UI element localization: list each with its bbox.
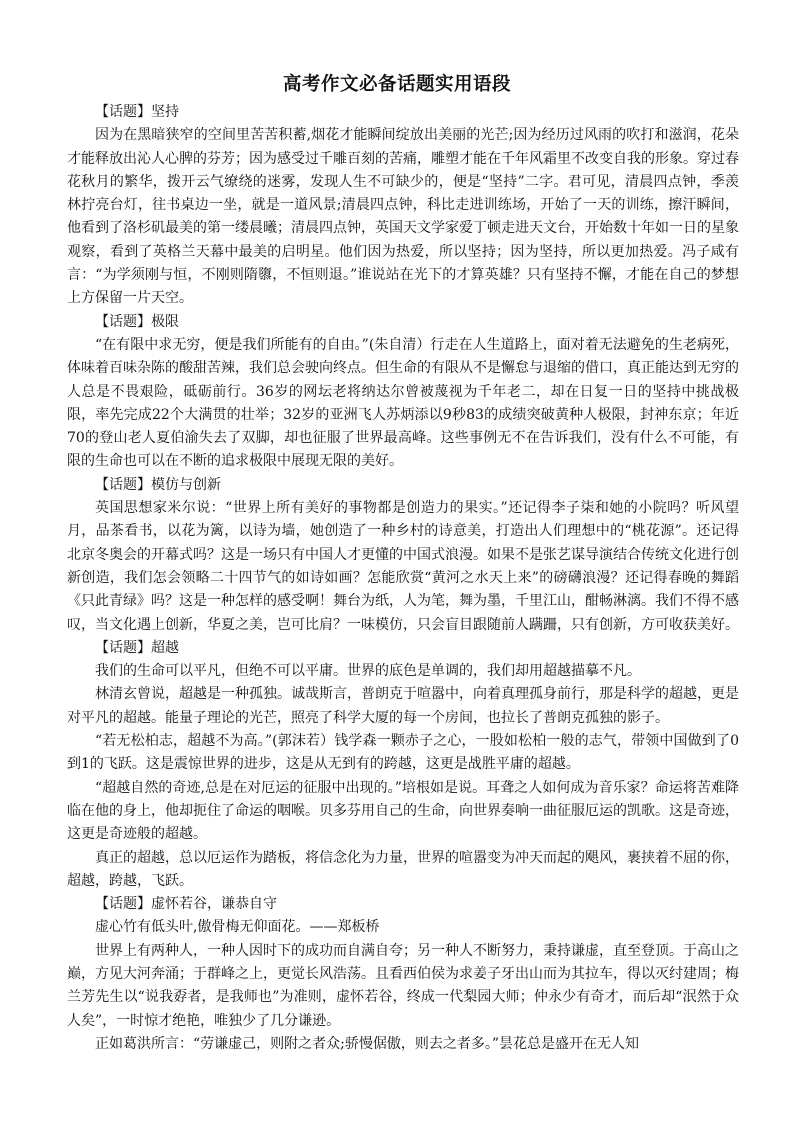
paragraph: 世界上有两种人，一种人因时下的成功而自满自夸；另一种人不断努力，秉持谦虚，直至登顶。于高山之巅，方见大河奔涌；于群峰之上，更觉长风浩荡。且看西伯侯为求姜子牙出山而为其拉车，得以灭纣建周；梅兰芳先生以“说我孬者，是我师也”为准则，虚怀若谷，终成一代梨园大师；仲永少有奇才，而后却“泯然于众人矣”，一时惊才绝艳，唯独少了几分谦逊。 [67, 942, 739, 1029]
paragraph: 我们的生命可以平凡，但绝不可以平庸。世界的底色是单调的，我们却用超越描摹不凡。 [95, 663, 641, 680]
paragraph: “超越自然的奇迹,总是在对厄运的征服中出现的。”培根如是说。耳聋之人如何成为音乐家？命运将苦难降临在他的身上，他却扼住了命运的咽喉。贝多芬用自己的生命，向世界奏响一曲征服厄运的凯歌。这是奇迹，这更是奇迹般的超越。 [67, 779, 739, 843]
topic-heading: 【话题】坚持 [95, 104, 179, 120]
topic-heading: 【话题】超越 [95, 639, 179, 656]
document-body [67, 101, 739, 1056]
topic-heading: 【话题】模仿与创新 [95, 476, 221, 493]
quote-line: 虚心竹有低头叶,傲骨梅无仰面花。——郑板桥 [95, 919, 380, 936]
document-title: 高考作文必备话题实用语段 [282, 74, 511, 95]
topic-heading: 【话题】虚怀若谷，谦恭自守 [95, 896, 277, 913]
paragraph: 林清玄曾说，超越是一种孤独。诚哉斯言，普朗克于喧嚣中，向着真理孤身前行，那是科学的超越，更是对平凡的超越。能量子理论的光芒，照亮了科学大厦的每一个房间，也拉长了普朗克孤独的影子。 [67, 686, 739, 726]
paragraph: “若无松柏志，超越不为高。”(郭沫若）钱学森一颗赤子之心，一股如松柏一般的志气，带领中国做到了0到1的飞跃。这是震惊世界的进步，这是从无到有的跨越，这更是战胜平庸的超越。 [67, 733, 739, 773]
paragraph: 因为在黑暗狭窄的空间里苦苦积蓄,烟花才能瞬间绽放出美丽的光芒;因为经历过风雨的吹打和滋润，花朵才能释放出沁人心脾的芬芳；因为感受过千雕百刻的苦痛，雕塑才能在千年风霜里不改变自我的形象。穿过春花秋月的繁华，拨开云气缭绕的迷雾，发现人生不可缺少的，便是“坚持”二字。君可见，清晨四点钟，季羡林拧亮台灯，往书桌边一坐，就是一道风景;清晨四点钟，科比走进训练场，开始了一天的训练，擦汗瞬间，他看到了洛杉矶最美的第一缕晨曦；清晨四点钟，英国天文学家爱丁顿走进天文台，开始数十年如一日的星象观察，看到了英格兰天幕中最美的启明星。他们因为热爱，所以坚持；因为坚持，所以更加热爱。冯子咸有言：“为学须刚与恒，不刚则隋隳，不恒则退。”谁说站在光下的才算英雄？只有坚持不懈，才能在自己的梦想上方保留一片天空。 [67, 127, 739, 307]
paragraph: 真正的超越，总以厄运作为踏板，将信念化为力量，世界的喧嚣变为冲天而起的飓风，裹挟着不屈的你，超越，跨越，飞跃。 [67, 849, 739, 889]
paragraph: “在有限中求无穷，便是我们所能有的自由。”(朱自清）行走在人生道路上，面对着无法避免的生老病死，体味着百味杂陈的酸甜苦辣，我们总会驶向终点。但生命的有限从不是懈怠与退缩的借口，真正能达到无穷的人总是不畏艰险，砥砺前行。36岁的网坛老将纳达尔曾被蔑视为千年老二，却在日复一日的坚持中挑战极限，率先完成22个大满贯的壮举；32岁的亚洲飞人苏炳添以9秒83的成绩突破黄种人极限，封神东京；年近70的登山老人夏伯渝失去了双脚，却也征服了世界最高峰。这些事例无不在告诉我们，没有什么不可能，有限的生命也可以在不断的追求极限中展现无限的美好。 [67, 336, 739, 470]
paragraph: 英国思想家米尔说：“世界上所有美好的事物都是创造力的果实。”还记得李子柒和她的小院吗？听风望月，品茶看书，以花为篱，以诗为墙，她创造了一种乡村的诗意美，打造出人们理想中的“桃花源”。还记得北京冬奥会的开幕式吗？这是一场只有中国人才更懂的中国式浪漫。如果不是张艺谋导演结合传统文化进行创新创造，我们怎会领略二十四节气的如诗如画？怎能欣赏“黄河之水天上来”的磅礴浪漫？还记得春晚的舞蹈《只此青绿》吗？这是一种怎样的感受啊！舞台为纸，人为笔，舞为墨，千里江山，酣畅淋漓。我们不得不感叹，当文化遇上创新，华夏之美，岂可比肩？一味模仿，只会盲目跟随前人蹒跚，只有创新，方可收获美好。 [67, 500, 739, 633]
topic-heading: 【话题】极限 [95, 313, 179, 330]
paragraph: 正如葛洪所言：“劳谦虚己，则附之者众;骄慢倨傲，则去之者多。”昙花总是盛开在无人知 [95, 1035, 640, 1052]
